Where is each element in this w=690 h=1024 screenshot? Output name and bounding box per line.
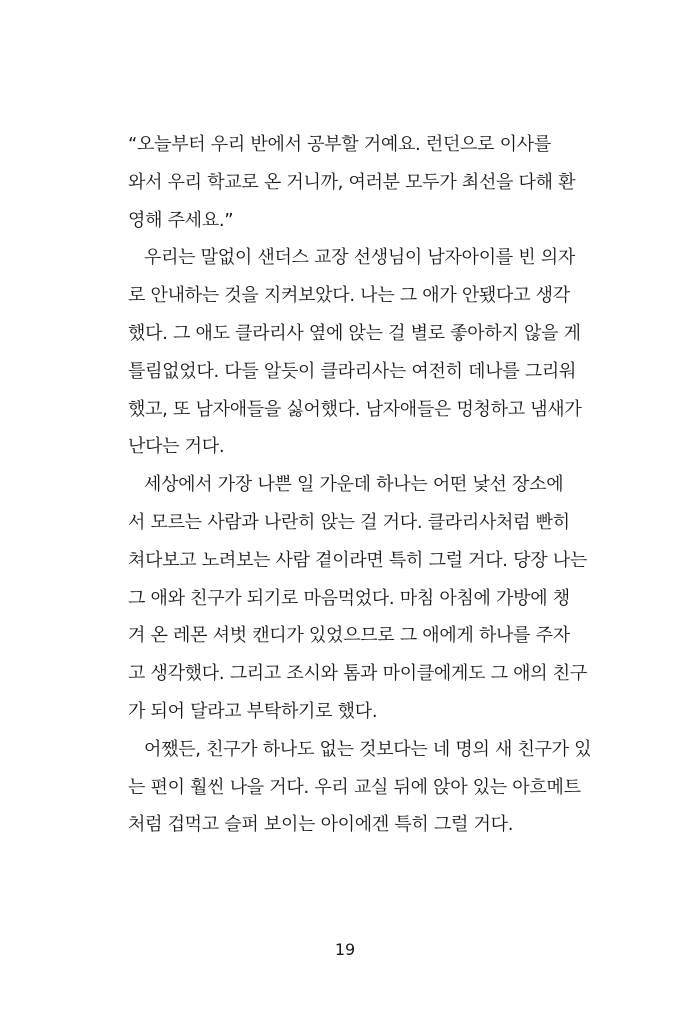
text-line: 그 애와 친구가 되기로 마음먹었다. 마침 아침에 가방에 챙: [128, 587, 570, 609]
text-line: 틀림없었다. 다들 알듯이 클라리사는 여전히 데나를 그리워: [128, 360, 577, 382]
text-line: 우리는 말없이 샌더스 교장 선생님이 남자아이를 빈 의자: [144, 247, 575, 269]
body-text: [128, 130, 592, 848]
text-line: 했다. 그 애도 클라리사 옆에 앉는 걸 별로 좋아하지 않을 게: [128, 322, 581, 344]
page-number: 19: [334, 940, 356, 959]
text-line: 로 안내하는 것을 지켜보았다. 나는 그 애가 안됐다고 생각: [128, 285, 570, 307]
paragraph-2: [128, 243, 588, 470]
text-line: 겨 온 레몬 셔벗 캔디가 있었으므로 그 애에게 하나를 주자: [128, 625, 570, 647]
paragraph-1: [128, 130, 588, 243]
text-line: 난다는 거다.: [128, 436, 225, 458]
text-line: 처럼 겁먹고 슬퍼 보이는 아이에겐 특히 그럴 거다.: [128, 814, 514, 836]
text-line: “오늘부터 우리 반에서 공부할 거예요. 런던으로 이사를: [128, 134, 551, 155]
text-line: 는 편이 훨씬 나을 거다. 우리 교실 뒤에 앉아 있는 아흐메트: [128, 776, 581, 798]
text-line: 어쨌든, 친구가 하나도 없는 것보다는 네 명의 새 친구가 있: [144, 738, 592, 760]
text-line: 와서 우리 학교로 온 거니까, 여러분 모두가 최선을 다해 환: [128, 171, 576, 193]
text-line: 고 생각했다. 그리고 조시와 톰과 마이클에게도 그 애의 친구: [128, 663, 587, 685]
text-line: 쳐다보고 노려보는 사람 곁이라면 특히 그럴 거다. 당장 나는: [128, 549, 587, 571]
text-line: 가 되어 달라고 부탁하기로 했다.: [128, 700, 378, 722]
text-line: 서 모르는 사람과 나란히 앉는 걸 거다. 클라리사처럼 빤히: [128, 511, 570, 533]
paragraph-3: [128, 470, 588, 735]
text-line: 세상에서 가장 나쁜 일 가운데 하나는 어떤 낯선 장소에: [144, 474, 564, 496]
paragraph-4: [128, 735, 592, 848]
text-line: 했고, 또 남자애들을 싫어했다. 남자애들은 멍청하고 냄새가: [128, 398, 582, 420]
text-line: 영해 주세요.”: [128, 209, 234, 231]
